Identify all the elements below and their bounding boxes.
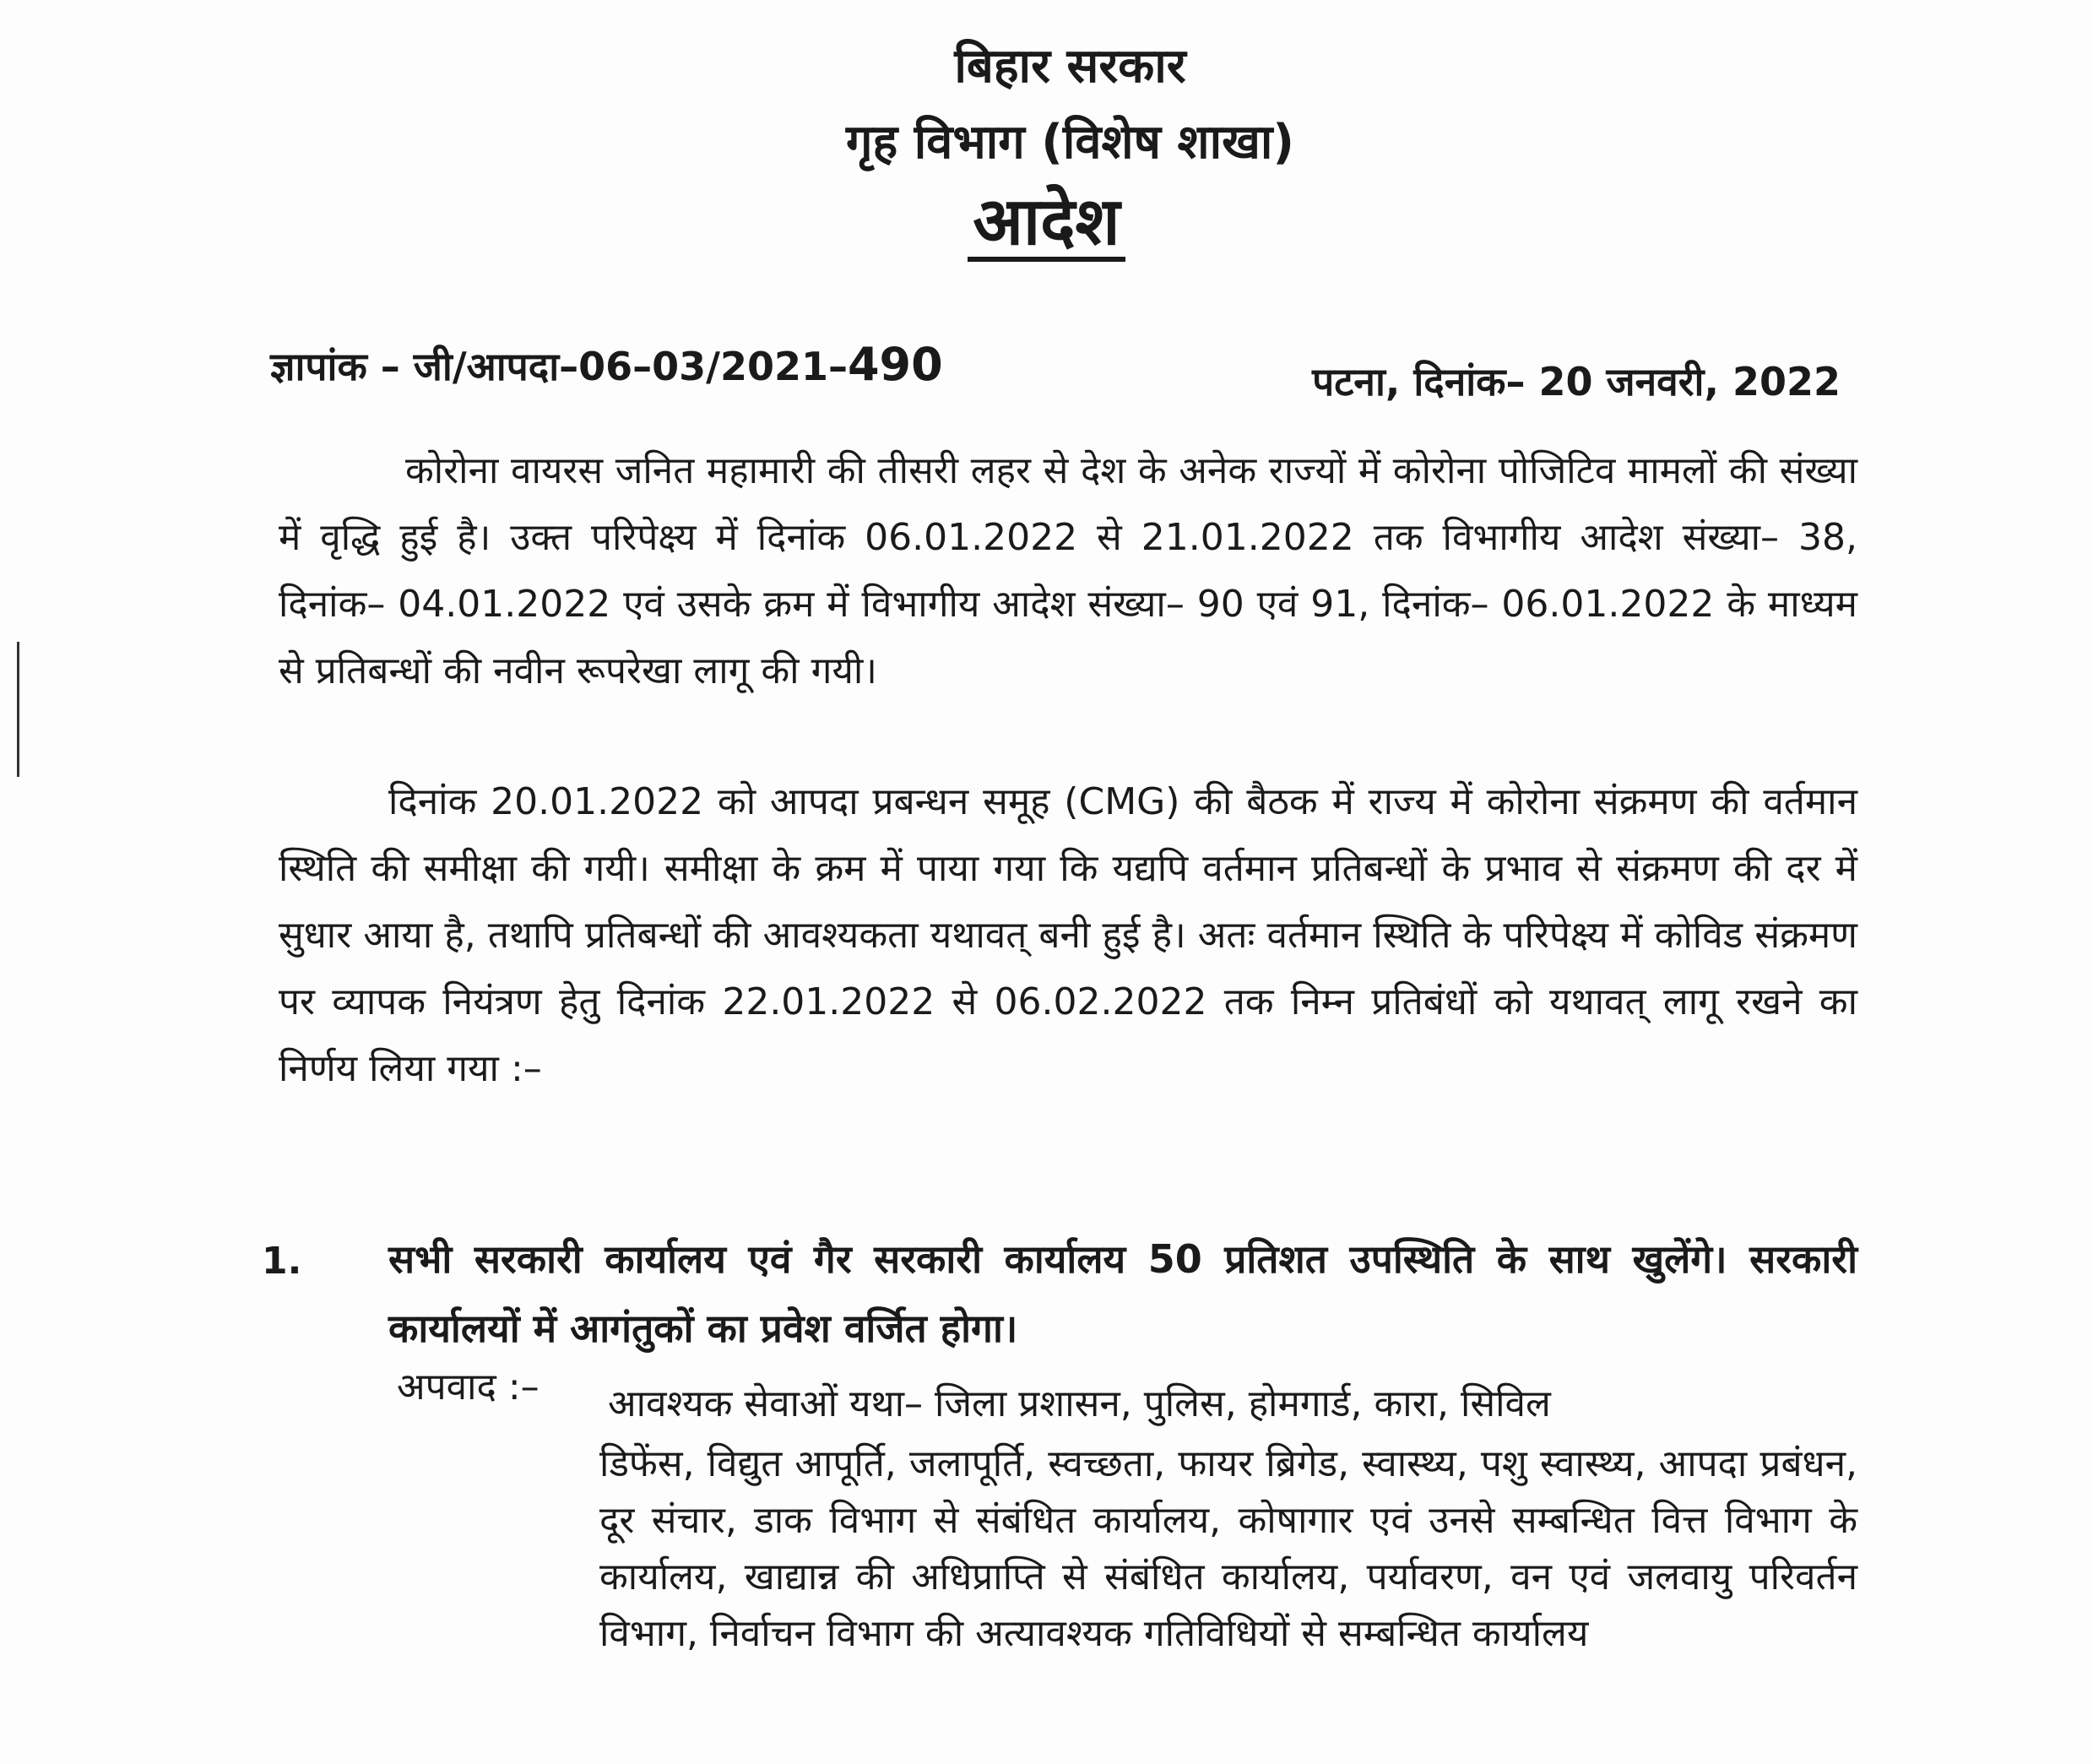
- exception-label: अपवाद :–: [397, 1365, 540, 1408]
- order-title-text: आदेश: [968, 189, 1125, 262]
- paragraph-decision: दिनांक 20.01.2022 को आपदा प्रबन्धन समूह (CMG) की बैठक में राज्य में कोरोना संक्रमण की वर्तमान स्थिति की समीक्षा की गयी। समीक्षा के क्रम में पाया गया कि यद्यपि वर्तमान प्रतिबन्धों के प्रभाव से संक्रमण की दर में सुधार आया है, तथापि प्रतिबन्धों की आवश्यकता यथावत् बनी हुई है। अतः वर्तमान स्थिति के परिपेक्ष्य में कोविड संक्रमण पर व्यापक नियंत्रण हेतु दिनांक 22.01.2022 से 06.02.2022 तक निम्न प्रतिबंधों को यथावत् लागू रखने का निर्णय लिया गया :–: [279, 780, 1857, 1090]
- exception-body: डिफेंस, विद्युत आपूर्ति, जलापूर्ति, स्वच्छता, फायर ब्रिगेड, स्वास्थ्य, पशु स्वास्थ्य, आपदा प्रबंधन, दूर संचार, डाक विभाग से संबंधित कार्यालय, कोषागार एवं उनसे सम्बन्धित वित्त विभाग के कार्यालय, खाद्यान्न की अधिप्राप्ति से संबंधित कार्यालय, पर्यावरण, वन एवं जलवायु परिवर्तन विभाग, निर्वाचन विभाग की अत्यावश्यक गतिविधियों से सम्बन्धित कार्यालय: [599, 1442, 1857, 1655]
- item-text: सभी सरकारी कार्यालय एवं गैर सरकारी कार्यालय 50 प्रतिशत उपस्थिति के साथ खुलेंगे। सरकारी कार्यालयों में आगंतुकों का प्रवेश वर्जित होगा।: [388, 1236, 1857, 1351]
- item-number: 1.: [262, 1240, 302, 1283]
- exception-first-line: आवश्यक सेवाओं यथा– जिला प्रशासन, पुलिस, होमगार्ड, कारा, सिविल: [608, 1382, 1551, 1425]
- paragraph-context: कोरोना वायरस जनित महामारी की तीसरी लहर से देश के अनेक राज्यों में कोरोना पोजिटिव मामलों की संख्या में वृद्धि हुई है। उक्त परिपेक्ष्य में दिनांक 06.01.2022 से 21.01.2022 तक विभागीय आदेश संख्या– 38, दिनांक– 04.01.2022 एवं उसके क्रम में विभागीय आदेश संख्या– 90 एवं 91, दिनांक– 06.01.2022 के माध्यम से प्रतिबन्धों की नवीन रूपरेखा लागू की गयी।: [279, 449, 1858, 692]
- memo-reference: [270, 338, 943, 392]
- government-heading: बिहार सरकार: [954, 39, 1186, 94]
- scan-margin-mark: [17, 642, 19, 777]
- order-title: [0, 184, 2093, 262]
- place-date: पटना, दिनांक– 20 जनवरी, 2022: [1312, 359, 1841, 404]
- reference-row: [270, 338, 1841, 404]
- memo-prefix: ज्ञापांक – जी/आपदा–06–03/2021–: [270, 344, 848, 389]
- memo-number: 490: [847, 338, 943, 391]
- department-heading: गृह विभाग (विशेष शाखा): [846, 115, 1294, 170]
